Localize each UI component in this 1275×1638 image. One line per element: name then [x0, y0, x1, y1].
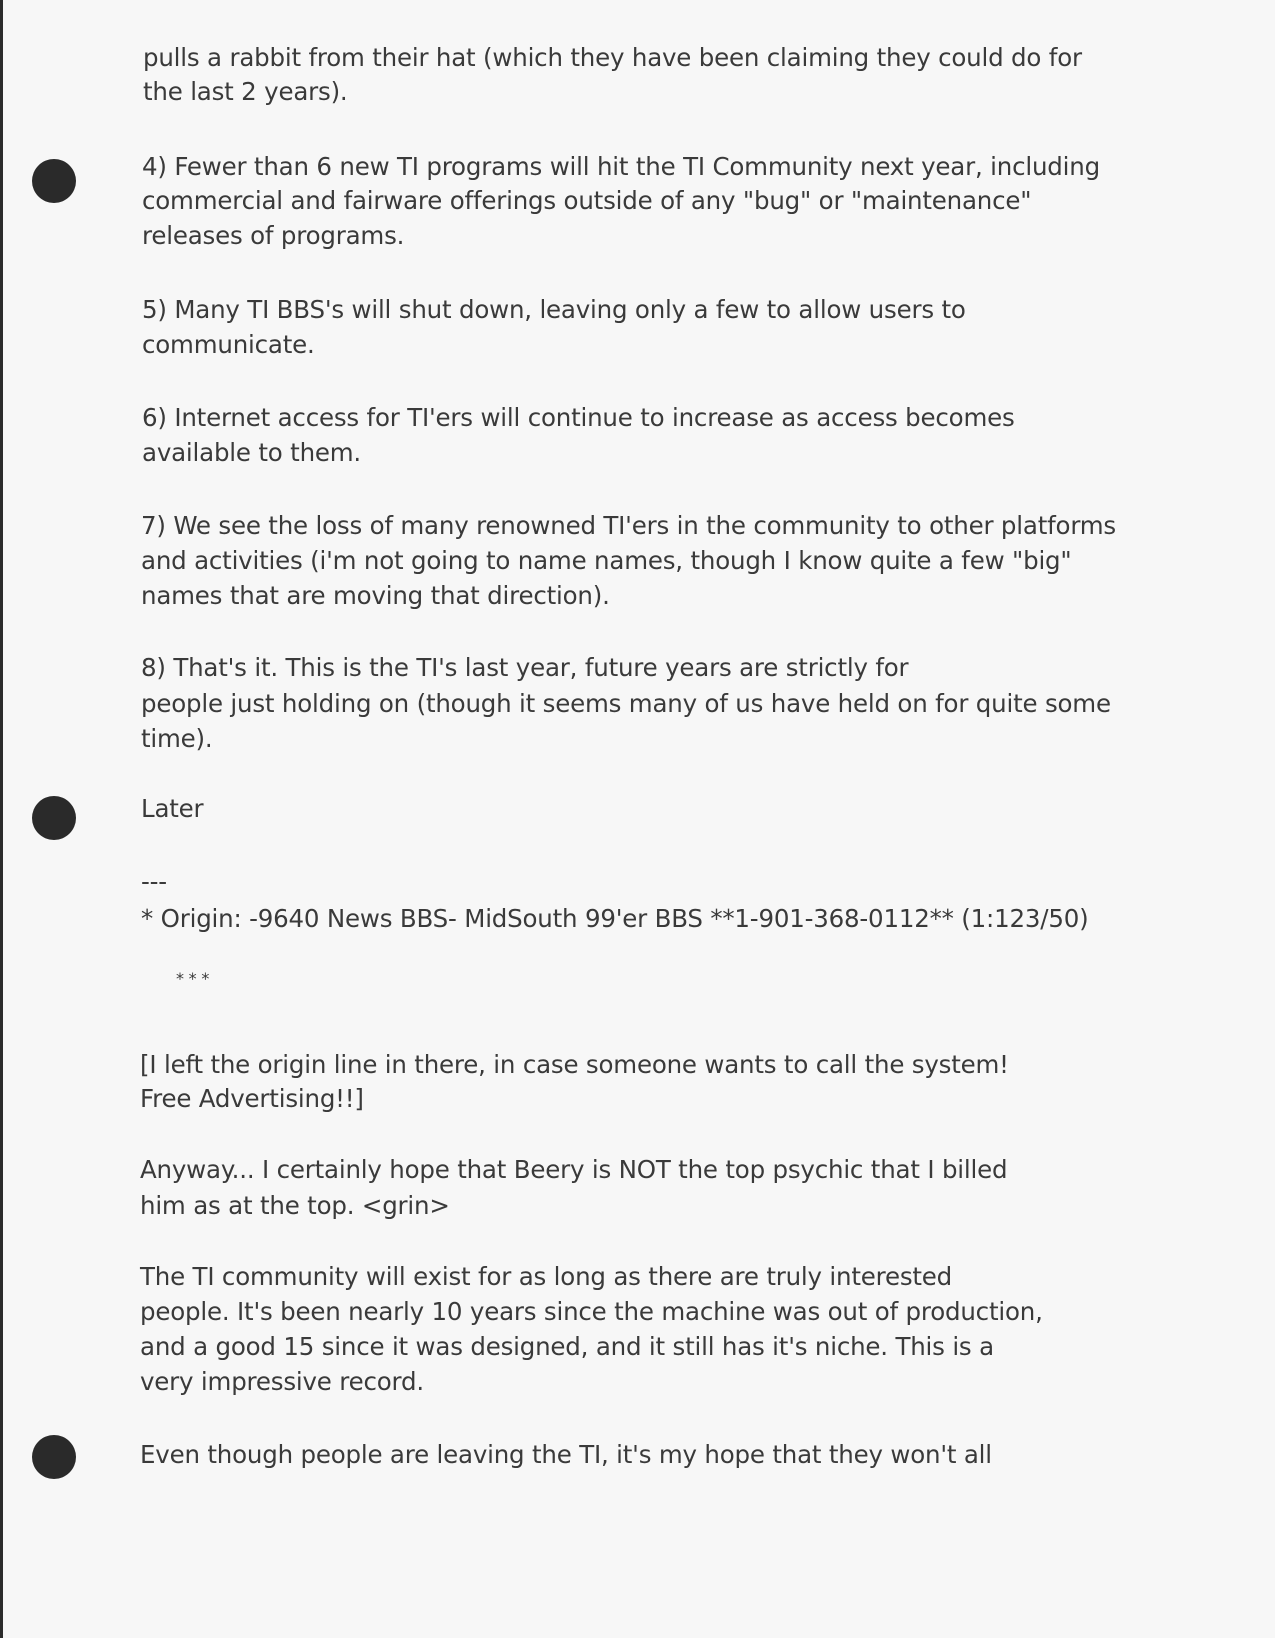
- text-line: 8) That's it. This is the TI's last year, future years are strictly for: [141, 653, 909, 682]
- text-line: pulls a rabbit from their hat (which they have been claiming they could do for: [143, 43, 1082, 72]
- page-edge: [0, 0, 3, 1638]
- text-line: communicate.: [142, 330, 315, 359]
- text-line: Later: [141, 794, 204, 823]
- text-line: and a good 15 since it was designed, and it still has it's niche. This is a: [140, 1332, 994, 1361]
- text-line: commercial and fairware offerings outside of any "bug" or "maintenance": [142, 186, 1032, 215]
- punch-hole: [32, 159, 76, 203]
- text-line: 4) Fewer than 6 new TI programs will hit the TI Community next year, including: [142, 152, 1100, 181]
- text-line: names that are moving that direction).: [141, 581, 610, 610]
- text-line: very impressive record.: [140, 1367, 424, 1396]
- text-line: Even though people are leaving the TI, it's my hope that they won't all: [140, 1440, 992, 1469]
- text-line: people. It's been nearly 10 years since the machine was out of production,: [140, 1297, 1043, 1326]
- text-line: ---: [141, 867, 167, 896]
- text-line: time).: [141, 724, 213, 753]
- text-line: and activities (i'm not going to name names, though I know quite a few "big": [141, 546, 1072, 575]
- punch-hole: [32, 796, 76, 840]
- text-line: 7) We see the loss of many renowned TI'ers in the community to other platforms: [141, 511, 1116, 540]
- text-line: available to them.: [142, 438, 362, 467]
- text-line: [I left the origin line in there, in case someone wants to call the system!: [140, 1050, 1009, 1079]
- text-line: Free Advertising!!]: [140, 1084, 364, 1113]
- text-line: 5) Many TI BBS's will shut down, leaving only a few to allow users to: [142, 295, 966, 324]
- text-line: * Origin: -9640 News BBS- MidSouth 99'er BBS **1-901-368-0112** (1:123/50): [141, 904, 1089, 933]
- text-line: releases of programs.: [142, 221, 405, 250]
- text-line: him as at the top. <grin>: [140, 1191, 450, 1220]
- text-line: people just holding on (though it seems many of us have held on for quite some: [141, 689, 1111, 718]
- text-line: 6) Internet access for TI'ers will continue to increase as access becomes: [142, 403, 1015, 432]
- text-line: Anyway... I certainly hope that Beery is NOT the top psychic that I billed: [140, 1155, 1008, 1184]
- text-line: The TI community will exist for as long as there are truly interested: [140, 1262, 953, 1291]
- text-line: the last 2 years).: [143, 77, 348, 106]
- text-line: * * *: [176, 969, 210, 988]
- punch-hole: [32, 1435, 76, 1479]
